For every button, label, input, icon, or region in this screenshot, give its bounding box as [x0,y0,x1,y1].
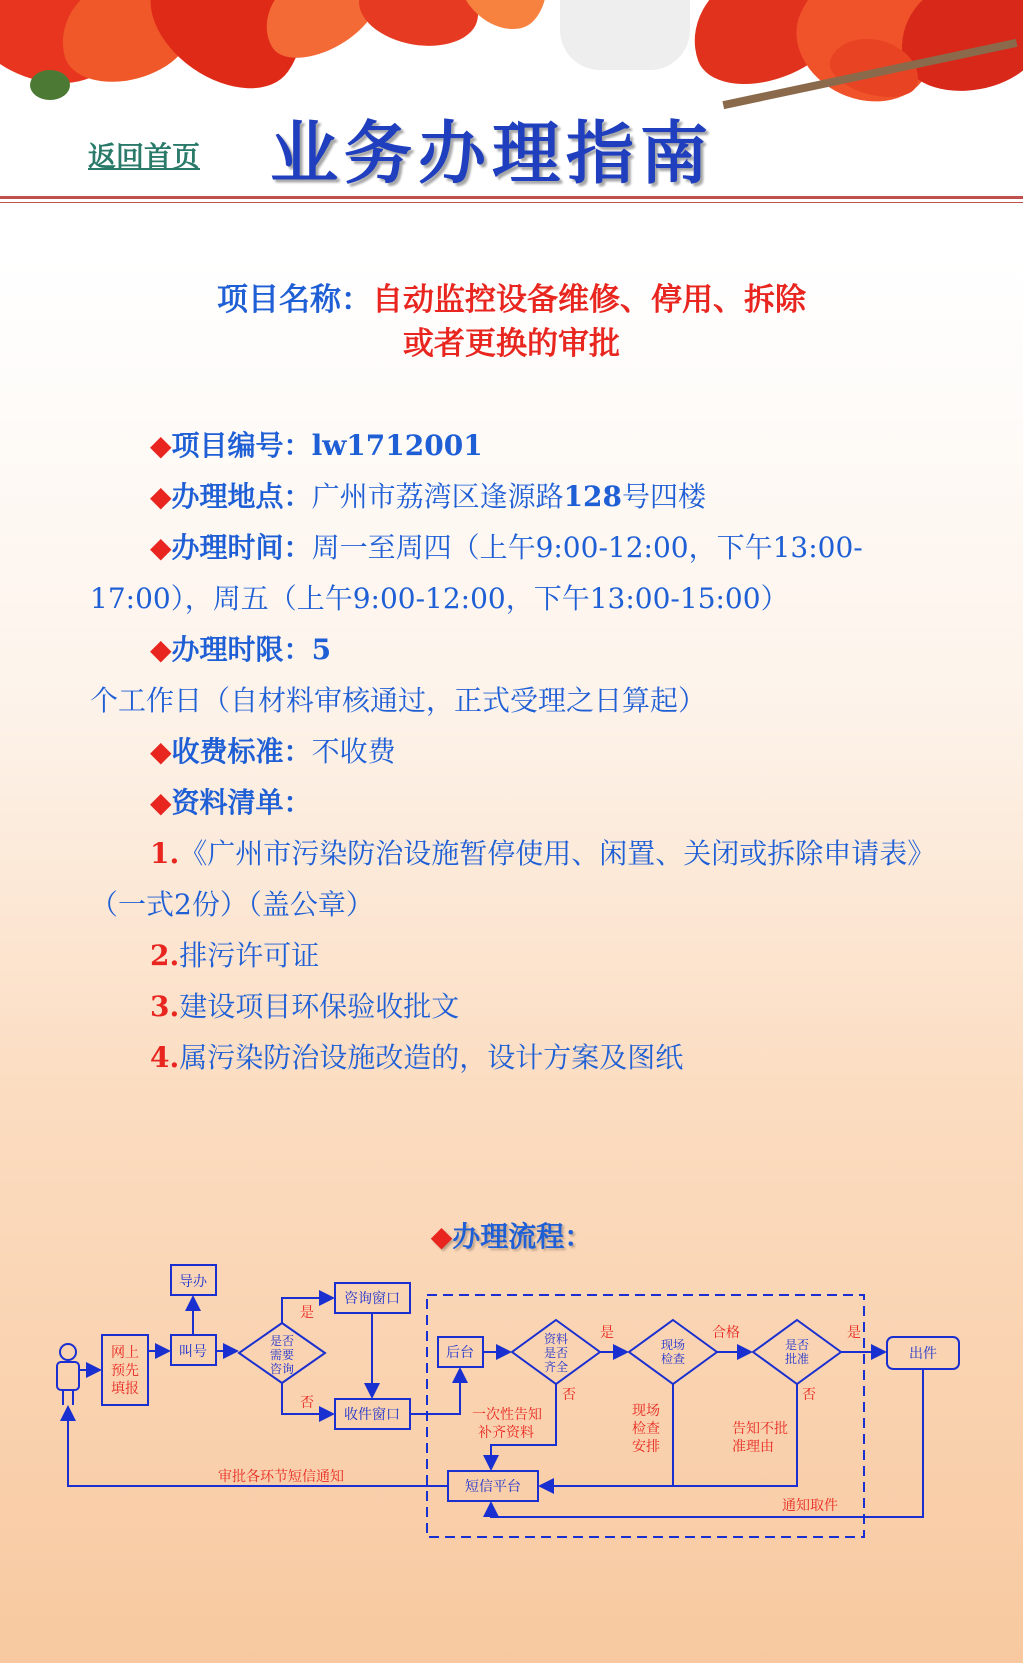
info-time: ◆办理时间：周一至周四（上午9:00-12:00，下午13:00-17:00），周五（上午9:00-12:00，下午13:00-15:00） [90,531,863,615]
header-divider-thin [0,202,1023,203]
svg-text:安排: 安排 [632,1439,660,1455]
label-pickup: 通知取件 [782,1498,838,1514]
svg-text:准理由: 准理由 [732,1439,774,1455]
label-sms-notice: 审批各环节短信通知 [218,1469,344,1485]
info-materials: ◆资料清单： [150,786,312,819]
flow-title: ◆办理流程： [430,1220,593,1253]
project-name [0,278,1023,366]
node-consult-window: 咨询窗口 [344,1291,400,1307]
home-link[interactable]: 返回首页 [88,140,201,173]
material-item: 3.建设项目环保验收批文 [150,990,460,1023]
svg-text:否: 否 [802,1387,816,1403]
info-fee: ◆收费标准：不收费 [150,735,396,768]
svg-text:批准: 批准 [784,1352,810,1366]
project-name-line1: 自动监控设备维修、停用、拆除 [372,282,806,318]
info-code: ◆项目编号：lw1712001 [150,429,483,462]
label-notify-supplement: 一次性告知 [472,1407,542,1423]
person-icon [57,1344,79,1405]
node-receive-window: 收件窗口 [344,1407,400,1423]
svg-text:预先: 预先 [111,1363,139,1379]
process-flowchart [0,1255,1023,1555]
svg-text:检查: 检查 [660,1352,686,1366]
svg-text:检查: 检查 [632,1421,660,1437]
node-consult-q: 是否 [269,1334,295,1348]
node-site-check: 现场 [660,1338,686,1352]
svg-text:是否: 是否 [543,1346,569,1360]
info-limit: ◆办理时限：5个工作日（自材料审核通过，正式受理之日算起） [90,633,707,717]
node-approve-q: 是否 [784,1338,810,1352]
node-complete-q: 资料 [543,1332,569,1346]
project-name-label: 项目名称： [217,282,372,318]
svg-text:是: 是 [600,1325,614,1341]
svg-text:齐全: 齐全 [543,1360,569,1374]
svg-text:需要: 需要 [269,1348,295,1362]
svg-text:补齐资料: 补齐资料 [478,1425,534,1441]
label-reject-reason: 告知不批 [732,1421,788,1437]
label-pass: 合格 [712,1325,740,1341]
node-online-label: 网上 [111,1345,139,1361]
label-yes: 是 [300,1305,314,1321]
node-guide: 导办 [179,1274,207,1290]
label-site-arrange: 现场 [632,1403,660,1419]
svg-text:是: 是 [847,1325,861,1341]
material-item: 2.排污许可证 [150,939,320,972]
svg-text:否: 否 [562,1387,576,1403]
node-backend: 后台 [446,1345,474,1361]
project-name-line2: 或者更换的审批 [403,326,620,362]
svg-text:咨询: 咨询 [269,1362,295,1376]
node-issue: 出件 [909,1346,937,1362]
material-item: 4.属污染防治设施改造的，设计方案及图纸 [150,1041,684,1074]
node-call: 叫号 [179,1344,207,1360]
info-place: ◆办理地点：广州市荔湾区逢源路128号四楼 [150,480,707,513]
svg-text:填报: 填报 [111,1381,139,1397]
page-title: 业务办理指南 [270,115,715,194]
material-item: 1.《广州市污染防治设施暂停使用、闲置、关闭或拆除申请表》（一式2份）（盖公章） [90,837,936,921]
label-no: 否 [300,1395,314,1411]
node-sms: 短信平台 [465,1479,521,1495]
info-section [90,420,940,1083]
